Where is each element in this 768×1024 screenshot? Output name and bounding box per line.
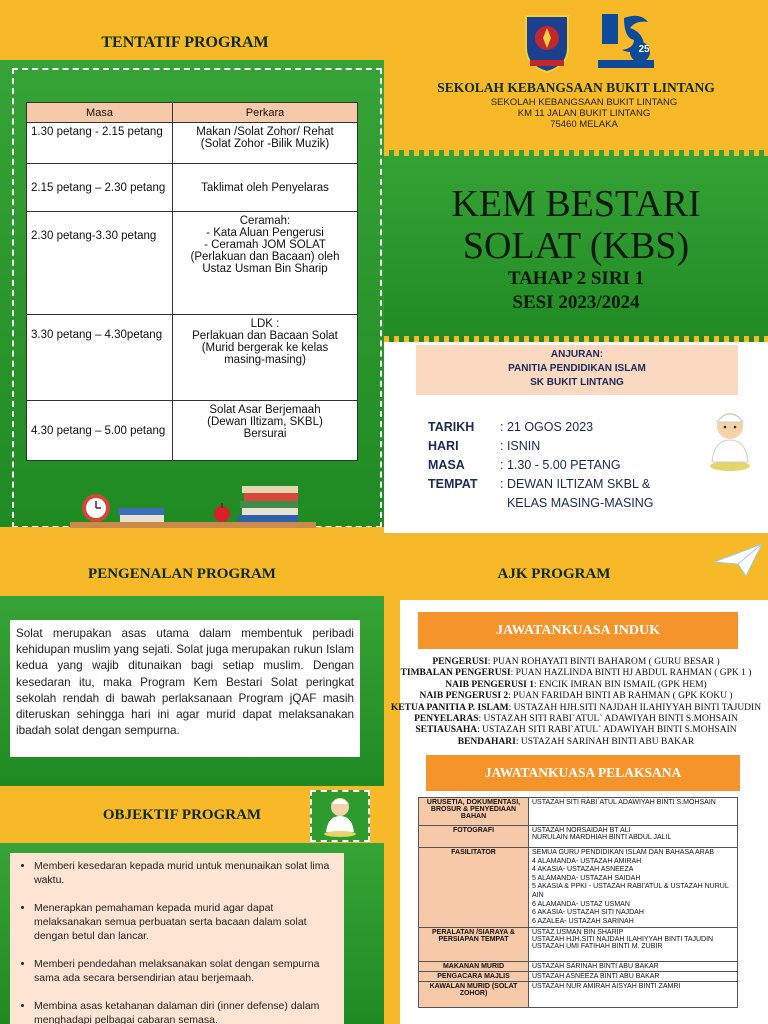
cover-subtitle-1: TAHAP 2 SIRI 1 [507, 268, 645, 289]
role-name: : ENCIK IMRAN BIN ISMAIL (GPK HEM) [533, 679, 707, 690]
role-label: NAIB PENGERUSI 1 [445, 679, 534, 690]
induk-header: JAWATANKUASA INDUK [418, 612, 738, 649]
praying-child-icon [704, 406, 756, 472]
role-name: : USTAZAH SITI RABI`ATUL` ADAWIYAH BINTI S.MOHSAIN [478, 714, 738, 725]
pelaksana-names: USTAZ USMAN BIN SHARIP USTAZAH HJH.SITI NAJDAH ILAHIYYAH BINTI TAJUDIN USTAZAH UMI FATIHAH BINTI M. ZUBIR [529, 928, 738, 962]
pelaksana-role: FASILITATOR [419, 848, 529, 928]
info-value: : 1.30 - 5.00 PETANG [500, 458, 621, 472]
info-key [428, 496, 500, 510]
role-label: PENYELARAS [414, 714, 479, 725]
row-perkara: Taklimat oleh Penyelaras [173, 164, 358, 212]
info-row [428, 496, 688, 510]
kpm-logo-number: 25 [638, 44, 650, 55]
praying-child-small-icon [320, 794, 360, 838]
pelaksana-role: PENGACARA MAJLIS [419, 972, 529, 982]
pengenalan-title: PENGENALAN PROGRAM [88, 566, 276, 582]
role-name: : PUAN FARIDAH BINTI AB RAHMAN ( GPK KOKU ) [508, 691, 733, 702]
event-info [428, 420, 688, 515]
pelaksana-role: MAKANAN MURID [419, 962, 529, 972]
list-item: • Memberi kesedaran kepada murid untuk menunaikan solat lima waktu. [34, 859, 334, 887]
info-key: HARI [428, 439, 459, 453]
induk-row [384, 691, 768, 702]
school-address-2: KM 11 JALAN BUKIT LINTANG [517, 108, 651, 119]
info-row [428, 439, 688, 453]
table-row [27, 123, 358, 164]
info-key: TARIKH [428, 420, 475, 434]
pelaksana-names: USTAZAH ASNEEZA BINTI ABU BAKAR [529, 972, 738, 982]
table-row [27, 212, 358, 315]
row-masa: 2.30 petang-3.30 petang [27, 212, 173, 315]
pelaksana-names: USTAZAH NUR AMIRAH AISYAH BINTI ZAMRI [529, 982, 738, 1008]
table-row [27, 315, 358, 401]
row-masa: 4.30 petang – 5.00 petang [27, 401, 173, 461]
pelaksana-names: USTAZAH SITI RABI`ATUL ADAWIYAH BINTI S.MOHSAIN [529, 798, 738, 826]
table-row [419, 982, 738, 1008]
paper-plane-icon [712, 540, 766, 580]
objektif-title: OBJEKTIF PROGRAM [102, 807, 262, 823]
objektif-list [22, 859, 334, 1024]
info-key: TEMPAT [428, 477, 478, 491]
ajk-title: AJK PROGRAM [497, 566, 611, 582]
info-key: MASA [428, 458, 465, 472]
table-row [419, 928, 738, 962]
table-row [419, 826, 738, 848]
anjuran-label: ANJURAN: [550, 349, 604, 360]
info-value: : 21 OGOS 2023 [500, 420, 594, 434]
pelaksana-names: USTAZAH SARINAH BINTI ABU BAKAR [529, 962, 738, 972]
pelaksana-role: PERALATAN /SIARAYA & PERSIAPAN TEMPAT [419, 928, 529, 962]
role-label: TIMBALAN PENGERUSI [400, 668, 511, 679]
pengenalan-text: Solat merupakan asas utama dalam membentuk peribadi kehidupan muslim yang sejati. Solat juga merupakan rukun Islam kedua yang wajib ditunaikan bagi setiap muslim. Dengan kesedaran itu, maka Program Kem Bestari Solat peringkat sekolah rendah di bawah perlaksanaan Program jQAF masih diteruskan sehingga hari ini agar murid dapat melaksanakan ibadah solat dengan sempurna. [16, 627, 354, 738]
induk-row [384, 680, 768, 691]
role-name: : USTAZAH HJH.SITI NAJDAH ILAHIYYAH BINTI TAJUDIN [508, 702, 762, 713]
list-item: • Membina asas ketahanan dalaman diri (inner defense) dalam menghadapi pelbagai cabaran semasa. [34, 999, 334, 1024]
col-perkara: Perkara [173, 103, 358, 123]
kpm-logo [596, 10, 656, 72]
pelaksana-header: JAWATANKUASA PELAKSANA [426, 755, 740, 791]
info-row [428, 458, 688, 472]
table-row [419, 848, 738, 928]
table-row [27, 164, 358, 212]
tentatif-title: TENTATIF PROGRAM [101, 34, 269, 51]
role-name: : PUAN ROHAYATI BINTI BAHAROM ( GURU BESAR ) [487, 657, 720, 667]
role-label: NAIB PENGERUSI 2 [419, 691, 509, 702]
role-label: SETIAUSAHA [415, 725, 478, 736]
row-masa: 2.15 petang – 2.30 petang [27, 164, 173, 212]
induk-list [384, 657, 768, 748]
pelaksana-role: FOTOGRAFI [419, 826, 529, 848]
row-perkara: Makan /Solat Zohor/ Rehat (Solat Zohor -Bilik Muzik) [173, 123, 358, 164]
role-label: PENGERUSI [432, 657, 488, 667]
role-label: KETUA PANITIA P. ISLAM [390, 702, 509, 713]
school-name: SEKOLAH KEBANGSAAN BUKIT LINTANG [437, 80, 715, 95]
row-perkara: LDK : Perlakuan dan Bacaan Solat (Murid bergerak ke kelas masing-masing) [173, 315, 358, 401]
desk-books-clock-illustration [66, 478, 326, 534]
pelaksana-role: KAWALAN MURID (SOLAT ZOHOR) [419, 982, 529, 1008]
info-value: : DEWAN ILTIZAM SKBL & [500, 477, 651, 491]
induk-row [384, 737, 768, 748]
pelaksana-table [418, 797, 738, 1008]
table-row [419, 962, 738, 972]
anjuran-line-2: SK BUKIT LINTANG [530, 377, 624, 388]
table-row [419, 798, 738, 826]
col-masa: Masa [27, 103, 173, 123]
list-item: • Memberi pendedahan melaksanakan solat dengan sempurna sama ada secara bersendirian atau berjemaah. [34, 957, 334, 985]
role-name: : PUAN HAZLINDA BINTI HJ ABDUL RAHMAN ( GPK 1 ) [510, 668, 752, 679]
panel-tentatif [0, 0, 384, 533]
objektif-box [10, 853, 344, 1024]
table-row [27, 401, 358, 461]
row-perkara: Solat Asar Berjemaah (Dewan Iltizam, SKBL) Bersurai [173, 401, 358, 461]
induk-row [384, 725, 768, 736]
induk-row [384, 668, 768, 679]
induk-row [384, 703, 768, 714]
role-name: : USTAZAH SITI RABI`ATUL` ADAWIYAH BINTI S.MOHSAIN [477, 725, 737, 736]
role-name: : USTAZAH SARINAH BINTI ABU BAKAR [515, 736, 695, 747]
pelaksana-names: USTAZAH NORSAIDAH BT ALI NURULAIN MARDHIAH BINTI ABDUL JALIL [529, 826, 738, 848]
schedule-table [26, 102, 358, 461]
pengenalan-box [10, 620, 360, 757]
induk-row [384, 657, 768, 668]
school-address-3: 75460 MELAKA [550, 119, 618, 130]
school-address-1: SEKOLAH KEBANGSAAN BUKIT LINTANG [490, 97, 678, 108]
row-masa: 3.30 petang – 4.30petang [27, 315, 173, 401]
pelaksana-role: URUSETIA, DOKUMENTASI, BROSUR & PENYEDIAAN BAHAN [419, 798, 529, 826]
info-value: : ISNIN [500, 439, 541, 453]
cover-title-line-2: SOLAT (KBS) [462, 225, 690, 267]
cover-subtitle-2: SESI 2023/2024 [512, 292, 640, 313]
info-row [428, 420, 688, 434]
list-item: • Menerapkan pemahaman kepada murid agar dapat melaksanakan semua perbuatan serta bacaan dalam solat dengan betul dan lancar. [34, 901, 334, 943]
row-perkara: Ceramah: - Kata Aluan Pengerusi - Ceramah JOM SOLAT (Perlakuan dan Bacaan) oleh Ustaz Usman Bin Sharip [173, 212, 358, 315]
table-row [419, 972, 738, 982]
induk-row [384, 714, 768, 725]
info-row [428, 477, 688, 491]
info-value: KELAS MASING-MASING [500, 496, 654, 510]
school-crest-logo [522, 10, 572, 74]
anjuran-line-1: PANITIA PENDIDIKAN ISLAM [508, 363, 646, 374]
pelaksana-names: SEMUA GURU PENDIDIKAN ISLAM DAN BAHASA ARAB 4 ALAMANDA- USTAZAH AMIRAH 4 AKASIA- USTAZAH ASNEEZA 5 ALAMANDA- USTAZAH SAIDAH 5 AKASIA & PPKI - USTAZAH RABI'ATUL & USTAZAH NURUL AIN 6 ALAMANDA- USTAZ USMAN 6 AKASIA- USTAZAH SITI NAJDAH 6 AZALEA- USTAZAH SARINAH [529, 848, 738, 928]
row-masa: 1.30 petang - 2.15 petang [27, 123, 173, 164]
role-label: BENDAHARI [457, 736, 516, 747]
cover-title-line-1: KEM BESTARI [451, 183, 701, 225]
